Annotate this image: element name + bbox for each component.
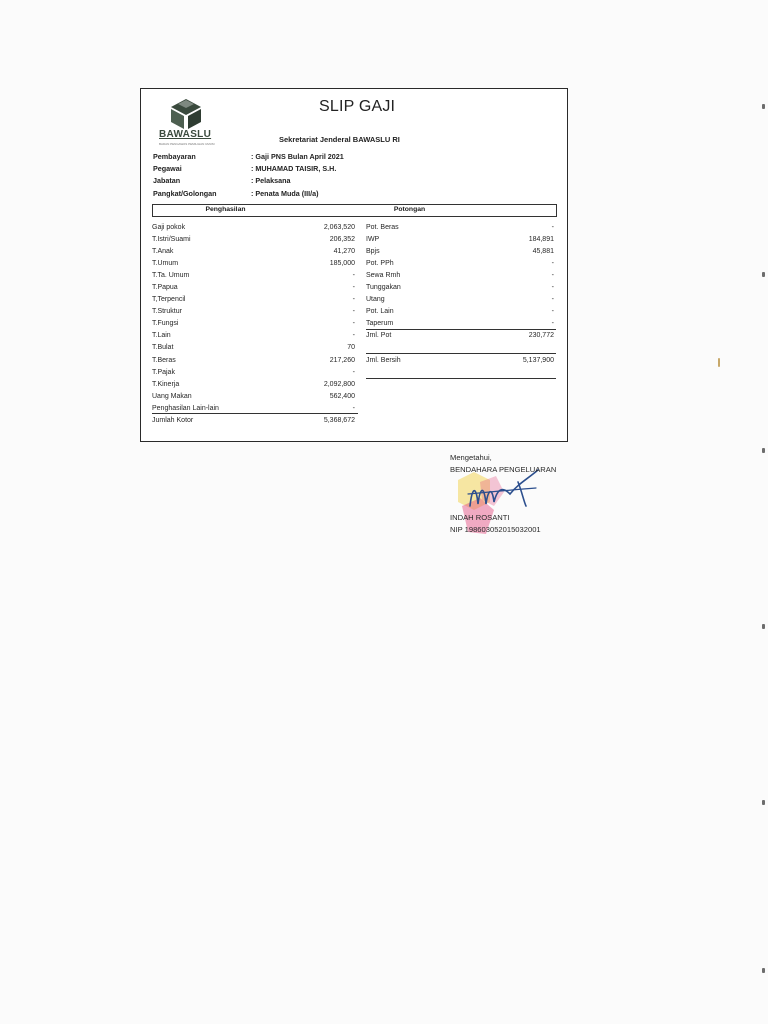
scan-edge-mark <box>762 968 765 973</box>
net-total-rule-bottom <box>366 378 556 379</box>
logo-text: BAWASLU <box>159 129 212 140</box>
earning-label: T.Bulat <box>152 344 174 352</box>
earning-value: - <box>352 308 355 316</box>
earning-value: - <box>352 332 355 340</box>
info-row-employee <box>153 163 481 175</box>
total-deduction-rule <box>366 329 556 330</box>
deduction-value: - <box>551 320 554 328</box>
scan-edge-mark <box>762 624 765 629</box>
info-value: : MUHAMAD TAISIR, S.H. <box>251 164 337 174</box>
deductions-values <box>481 222 554 367</box>
deduction-label: Tunggakan <box>366 284 401 292</box>
info-value: : Penata Muda (III/a) <box>251 188 319 198</box>
net-total-value: 5,137,900 <box>522 356 554 364</box>
earning-label: Uang Makan <box>152 392 192 400</box>
earning-label: T.Lain <box>152 332 171 340</box>
deduction-value: - <box>551 308 554 316</box>
info-label: Pembayaran <box>153 152 196 161</box>
signer-details <box>450 512 541 535</box>
gross-total-rule <box>152 413 358 414</box>
earning-label: T.Beras <box>152 356 176 364</box>
info-value: : Pelaksana <box>251 176 291 186</box>
section-header <box>152 204 557 217</box>
earnings-values <box>291 222 355 427</box>
gross-total-value: 5,368,672 <box>323 416 355 424</box>
earning-label: T.Istri/Suami <box>152 236 191 244</box>
info-label: Jabatan <box>153 176 181 186</box>
signer-nip: NIP 198603052015032001 <box>450 524 541 534</box>
info-row-position <box>153 175 481 187</box>
signer-name: INDAH ROSANTI <box>450 513 510 522</box>
earning-label: T.Kinerja <box>152 380 180 388</box>
earning-value: - <box>352 404 355 412</box>
deduction-value: - <box>551 224 554 231</box>
deduction-label: Pot. Lain <box>366 308 394 316</box>
net-total-rule-top <box>366 353 556 354</box>
earning-value: - <box>352 320 355 328</box>
organization-name: Sekretariat Jenderal BAWASLU RI <box>279 135 400 144</box>
earning-label: T,Terpencil <box>152 296 186 304</box>
earning-value: 2,063,520 <box>323 224 355 231</box>
signature-block <box>450 452 556 475</box>
info-row-payment <box>153 151 481 163</box>
deductions-header: Potongan <box>393 206 426 213</box>
earning-value: 70 <box>347 344 355 352</box>
employee-info <box>153 151 481 200</box>
scan-edge-mark <box>762 104 765 109</box>
earning-label: T.Pajak <box>152 368 175 376</box>
deduction-label: Pot. Beras <box>366 224 399 231</box>
scan-edge-mark <box>762 448 765 453</box>
deduction-label: Utang <box>366 296 385 304</box>
deduction-label: IWP <box>366 236 380 244</box>
earning-value: - <box>352 272 355 280</box>
deduction-label: Bpjs <box>366 248 380 256</box>
deduction-value: - <box>551 284 554 292</box>
earning-value: - <box>352 368 355 376</box>
deduction-value: - <box>551 260 554 268</box>
earnings-labels <box>152 222 272 427</box>
earning-label: Gaji pokok <box>152 224 186 231</box>
earning-value: 206,352 <box>329 236 355 244</box>
earning-value: 41,270 <box>333 248 355 256</box>
salary-slip <box>140 88 568 442</box>
slip-title: SLIP GAJI <box>319 98 396 115</box>
earnings-header: Penghasilan <box>205 206 246 213</box>
signer-role: BENDAHARA PENGELUARAN <box>450 464 557 474</box>
scan-speck <box>718 358 720 367</box>
scan-edge-mark <box>762 272 765 277</box>
info-value: : Gaji PNS Bulan April 2021 <box>251 152 344 161</box>
earning-label: T.Fungsi <box>152 320 179 328</box>
deduction-label: Taperum <box>366 320 394 328</box>
earning-label: T.Ta. Umum <box>152 272 190 280</box>
earning-label: T.Umum <box>152 260 179 268</box>
total-deduction-value: 230,772 <box>528 332 554 340</box>
earning-value: 2,092,800 <box>323 380 355 388</box>
earning-value: 217,260 <box>329 356 355 364</box>
scan-edge-mark <box>762 800 765 805</box>
info-label: Pegawai <box>153 164 182 174</box>
earning-value: 562,400 <box>329 392 355 400</box>
acknowledged-text: Mengetahui, <box>450 453 492 462</box>
earning-label: Penghasilan Lain-lain <box>152 404 219 412</box>
deduction-value: - <box>551 296 554 304</box>
earning-label: T.Struktur <box>152 308 182 316</box>
deduction-value: 45,881 <box>532 248 554 256</box>
earning-label: T.Papua <box>152 284 178 292</box>
earning-value: 185,000 <box>329 260 355 268</box>
total-deduction-label: Jml. Pot <box>366 332 392 340</box>
earning-value: - <box>352 296 355 304</box>
deduction-value: - <box>551 272 554 280</box>
logo-subtext: BADAN PENGAWAS PEMILIHAN UMUM <box>159 142 215 146</box>
earning-value: - <box>352 284 355 292</box>
deductions-labels <box>366 222 446 367</box>
deduction-value: 184,891 <box>528 236 554 244</box>
info-label: Pangkat/Golongan <box>153 188 217 198</box>
deduction-label: Pot. PPh <box>366 260 394 268</box>
info-row-rank <box>153 188 481 200</box>
gross-total-label: Jumlah Kotor <box>152 416 194 424</box>
deduction-label: Sewa Rmh <box>366 272 401 280</box>
net-total-label: Jml. Bersih <box>366 356 401 364</box>
earning-label: T.Anak <box>152 248 174 256</box>
